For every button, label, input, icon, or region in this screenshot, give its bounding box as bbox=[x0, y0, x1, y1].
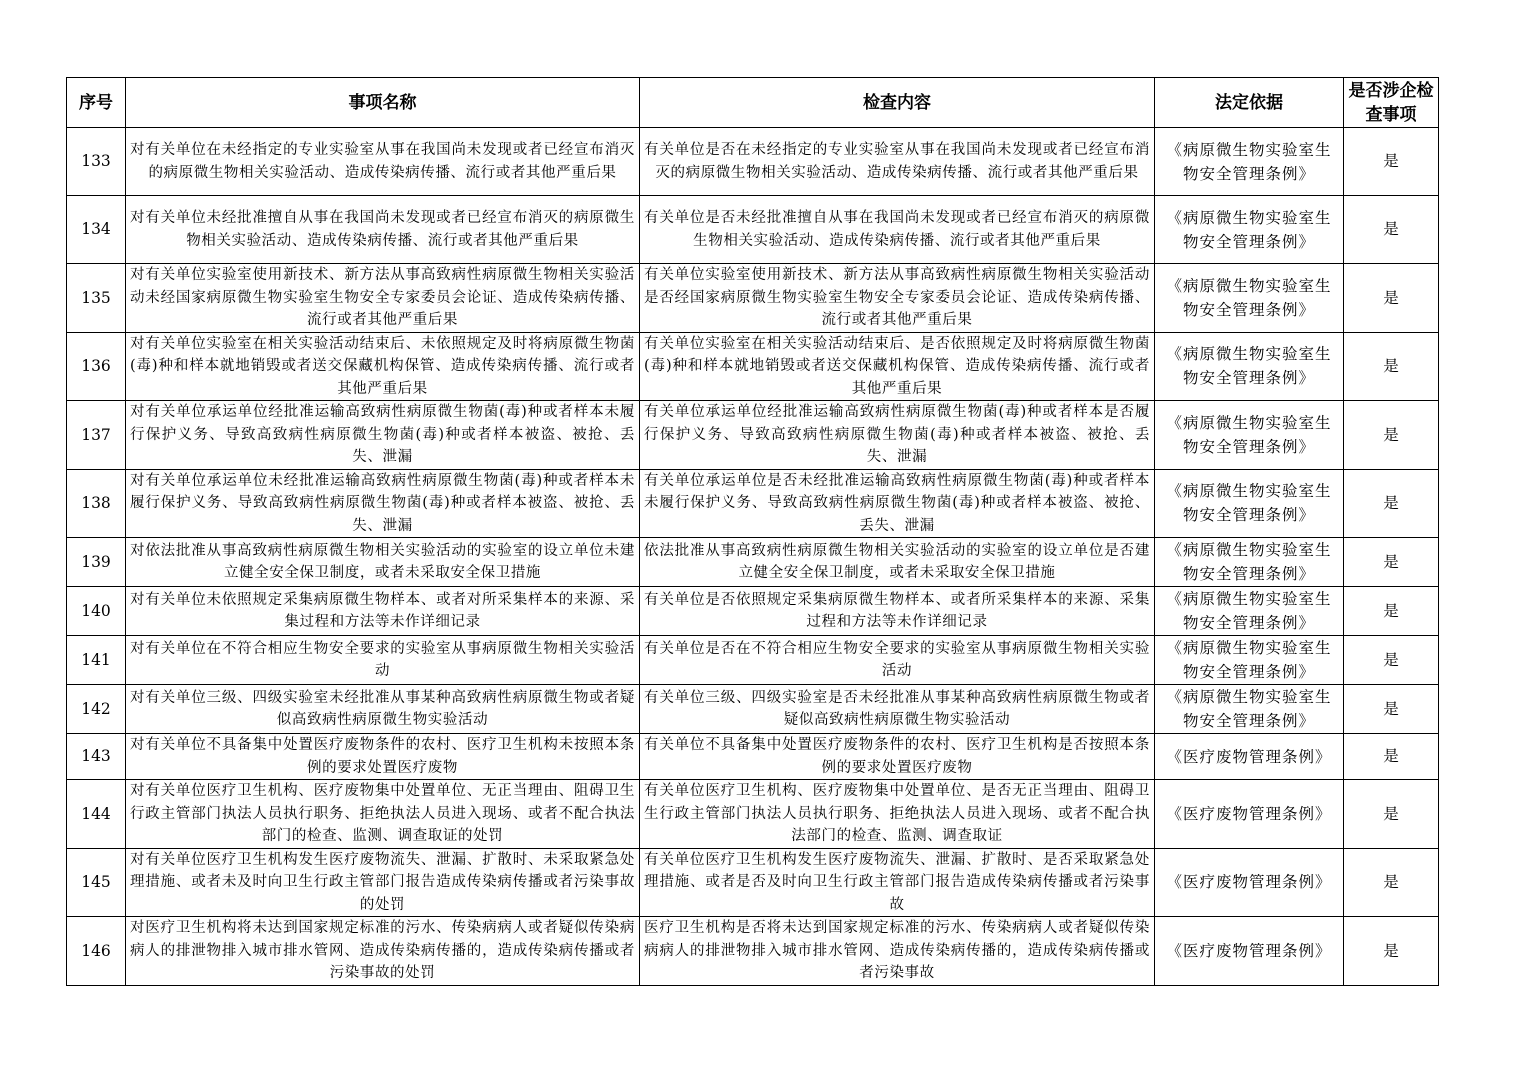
row-name: 对有关单位承运单位经批准运输高致病性病原微生物菌(毒)种或者样本未履行保护义务、导致高致病性病原微生物菌(毒)种或者样本被盗、被抢、丢失、泄漏 bbox=[126, 401, 640, 470]
row-name: 对有关单位实验室在相关实验活动结束后、未依照规定及时将病原微生物菌(毒)种和样本就地销毁或者送交保藏机构保管、造成传染病传播、流行或者其他严重后果 bbox=[126, 332, 640, 401]
table-row bbox=[67, 780, 1439, 849]
row-law: 《医疗废物管理条例》 bbox=[1155, 848, 1344, 917]
row-seq: 139 bbox=[67, 538, 126, 587]
row-content: 有关单位承运单位是否未经批准运输高致病性病原微生物菌(毒)种或者样本未履行保护义务、导致高致病性病原微生物菌(毒)种或者样本被盗、被抢、丢失、泄漏 bbox=[640, 469, 1155, 538]
row-seq: 138 bbox=[67, 469, 126, 538]
row-seq: 143 bbox=[67, 734, 126, 780]
header-seq: 序号 bbox=[67, 78, 126, 128]
inspection-table bbox=[66, 77, 1439, 986]
row-law: 《病原微生物实验室生物安全管理条例》 bbox=[1155, 636, 1344, 685]
row-enterprise: 是 bbox=[1344, 636, 1439, 685]
row-enterprise: 是 bbox=[1344, 196, 1439, 264]
table-row bbox=[67, 917, 1439, 986]
row-content: 医疗卫生机构是否将未达到国家规定标准的污水、传染病病人或者疑似传染病病人的排泄物排入城市排水管网、造成传染病传播的，造成传染病传播或者污染事故 bbox=[640, 917, 1155, 986]
table-row bbox=[67, 128, 1439, 196]
row-law: 《病原微生物实验室生物安全管理条例》 bbox=[1155, 196, 1344, 264]
row-enterprise: 是 bbox=[1344, 469, 1439, 538]
row-law: 《医疗废物管理条例》 bbox=[1155, 734, 1344, 780]
table-row bbox=[67, 332, 1439, 401]
table-row bbox=[67, 734, 1439, 780]
row-seq: 134 bbox=[67, 196, 126, 264]
header-name: 事项名称 bbox=[126, 78, 640, 128]
row-law: 《病原微生物实验室生物安全管理条例》 bbox=[1155, 469, 1344, 538]
row-content: 有关单位不具备集中处置医疗废物条件的农村、医疗卫生机构是否按照本条例的要求处置医疗废物 bbox=[640, 734, 1155, 780]
row-content: 有关单位医疗卫生机构、医疗废物集中处置单位、是否无正当理由、阻碍卫生行政主管部门执法人员执行职务、拒绝执法人员进入现场、或者不配合执法部门的检查、监测、调查取证 bbox=[640, 780, 1155, 849]
row-seq: 142 bbox=[67, 685, 126, 734]
table-row bbox=[67, 196, 1439, 264]
row-name: 对有关单位三级、四级实验室未经批准从事某种高致病性病原微生物或者疑似高致病性病原微生物实验活动 bbox=[126, 685, 640, 734]
header-law: 法定依据 bbox=[1155, 78, 1344, 128]
row-seq: 136 bbox=[67, 332, 126, 401]
row-content: 有关单位承运单位经批准运输高致病性病原微生物菌(毒)种或者样本是否履行保护义务、导致高致病性病原微生物菌(毒)种或者样本被盗、被抢、丢失、泄漏 bbox=[640, 401, 1155, 470]
row-enterprise: 是 bbox=[1344, 264, 1439, 333]
table-row bbox=[67, 469, 1439, 538]
row-seq: 135 bbox=[67, 264, 126, 333]
row-enterprise: 是 bbox=[1344, 917, 1439, 986]
row-name: 对有关单位实验室使用新技术、新方法从事高致病性病原微生物相关实验活动未经国家病原微生物实验室生物安全专家委员会论证、造成传染病传播、流行或者其他严重后果 bbox=[126, 264, 640, 333]
row-enterprise: 是 bbox=[1344, 587, 1439, 636]
row-seq: 133 bbox=[67, 128, 126, 196]
row-law: 《病原微生物实验室生物安全管理条例》 bbox=[1155, 128, 1344, 196]
table-row bbox=[67, 685, 1439, 734]
row-name: 对有关单位承运单位未经批准运输高致病性病原微生物菌(毒)种或者样本未履行保护义务、导致高致病性病原微生物菌(毒)种或者样本被盗、被抢、丢失、泄漏 bbox=[126, 469, 640, 538]
table-row bbox=[67, 636, 1439, 685]
row-seq: 140 bbox=[67, 587, 126, 636]
row-content: 有关单位医疗卫生机构发生医疗废物流失、泄漏、扩散时、是否采取紧急处理措施、或者是否及时向卫生行政主管部门报告造成传染病传播或者污染事故 bbox=[640, 848, 1155, 917]
row-law: 《病原微生物实验室生物安全管理条例》 bbox=[1155, 587, 1344, 636]
row-seq: 146 bbox=[67, 917, 126, 986]
row-enterprise: 是 bbox=[1344, 780, 1439, 849]
row-content: 有关单位实验室使用新技术、新方法从事高致病性病原微生物相关实验活动是否经国家病原微生物实验室生物安全专家委员会论证、造成传染病传播、流行或者其他严重后果 bbox=[640, 264, 1155, 333]
row-enterprise: 是 bbox=[1344, 128, 1439, 196]
row-law: 《病原微生物实验室生物安全管理条例》 bbox=[1155, 332, 1344, 401]
row-seq: 137 bbox=[67, 401, 126, 470]
row-content: 依法批准从事高致病性病原微生物相关实验活动的实验室的设立单位是否建立健全安全保卫制度，或者未采取安全保卫措施 bbox=[640, 538, 1155, 587]
row-enterprise: 是 bbox=[1344, 734, 1439, 780]
header-content: 检查内容 bbox=[640, 78, 1155, 128]
row-law: 《病原微生物实验室生物安全管理条例》 bbox=[1155, 264, 1344, 333]
row-enterprise: 是 bbox=[1344, 538, 1439, 587]
row-content: 有关单位实验室在相关实验活动结束后、是否依照规定及时将病原微生物菌(毒)种和样本就地销毁或者送交保藏机构保管、造成传染病传播、流行或者其他严重后果 bbox=[640, 332, 1155, 401]
row-name: 对有关单位不具备集中处置医疗废物条件的农村、医疗卫生机构未按照本条例的要求处置医疗废物 bbox=[126, 734, 640, 780]
row-name: 对医疗卫生机构将未达到国家规定标准的污水、传染病病人或者疑似传染病病人的排泄物排入城市排水管网、造成传染病传播的，造成传染病传播或者污染事故的处罚 bbox=[126, 917, 640, 986]
table-row bbox=[67, 587, 1439, 636]
row-law: 《医疗废物管理条例》 bbox=[1155, 917, 1344, 986]
row-law: 《医疗废物管理条例》 bbox=[1155, 780, 1344, 849]
row-enterprise: 是 bbox=[1344, 332, 1439, 401]
row-content: 有关单位是否在不符合相应生物安全要求的实验室从事病原微生物相关实验活动 bbox=[640, 636, 1155, 685]
row-name: 对有关单位在未经指定的专业实验室从事在我国尚未发现或者已经宣布消灭的病原微生物相关实验活动、造成传染病传播、流行或者其他严重后果 bbox=[126, 128, 640, 196]
row-name: 对有关单位未经批准擅自从事在我国尚未发现或者已经宣布消灭的病原微生物相关实验活动、造成传染病传播、流行或者其他严重后果 bbox=[126, 196, 640, 264]
table-row bbox=[67, 401, 1439, 470]
row-enterprise: 是 bbox=[1344, 685, 1439, 734]
row-name: 对有关单位在不符合相应生物安全要求的实验室从事病原微生物相关实验活动 bbox=[126, 636, 640, 685]
table-row bbox=[67, 848, 1439, 917]
row-seq: 145 bbox=[67, 848, 126, 917]
table-header-row bbox=[67, 78, 1439, 128]
table-row bbox=[67, 264, 1439, 333]
row-seq: 141 bbox=[67, 636, 126, 685]
row-content: 有关单位是否依照规定采集病原微生物样本、或者所采集样本的来源、采集过程和方法等未作详细记录 bbox=[640, 587, 1155, 636]
header-enterprise: 是否涉企检查事项 bbox=[1344, 78, 1439, 128]
row-law: 《病原微生物实验室生物安全管理条例》 bbox=[1155, 538, 1344, 587]
row-name: 对有关单位医疗卫生机构、医疗废物集中处置单位、无正当理由、阻碍卫生行政主管部门执法人员执行职务、拒绝执法人员进入现场、或者不配合执法部门的检查、监测、调查取证的处罚 bbox=[126, 780, 640, 849]
row-name: 对有关单位医疗卫生机构发生医疗废物流失、泄漏、扩散时、未采取紧急处理措施、或者未及时向卫生行政主管部门报告造成传染病传播或者污染事故的处罚 bbox=[126, 848, 640, 917]
row-law: 《病原微生物实验室生物安全管理条例》 bbox=[1155, 685, 1344, 734]
table-row bbox=[67, 538, 1439, 587]
row-content: 有关单位是否在未经指定的专业实验室从事在我国尚未发现或者已经宣布消灭的病原微生物相关实验活动、造成传染病传播、流行或者其他严重后果 bbox=[640, 128, 1155, 196]
row-enterprise: 是 bbox=[1344, 401, 1439, 470]
row-name: 对依法批准从事高致病性病原微生物相关实验活动的实验室的设立单位未建立健全安全保卫制度，或者未采取安全保卫措施 bbox=[126, 538, 640, 587]
row-enterprise: 是 bbox=[1344, 848, 1439, 917]
row-seq: 144 bbox=[67, 780, 126, 849]
row-law: 《病原微生物实验室生物安全管理条例》 bbox=[1155, 401, 1344, 470]
row-name: 对有关单位未依照规定采集病原微生物样本、或者对所采集样本的来源、采集过程和方法等未作详细记录 bbox=[126, 587, 640, 636]
row-content: 有关单位三级、四级实验室是否未经批准从事某种高致病性病原微生物或者疑似高致病性病原微生物实验活动 bbox=[640, 685, 1155, 734]
row-content: 有关单位是否未经批准擅自从事在我国尚未发现或者已经宣布消灭的病原微生物相关实验活动、造成传染病传播、流行或者其他严重后果 bbox=[640, 196, 1155, 264]
